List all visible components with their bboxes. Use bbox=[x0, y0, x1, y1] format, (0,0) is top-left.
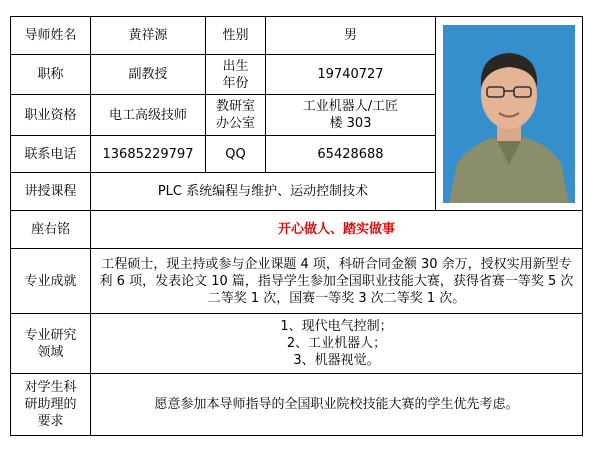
birth-label: 出生年份 bbox=[206, 55, 266, 95]
research-value bbox=[91, 314, 583, 374]
name-value: 黄祥源 bbox=[91, 17, 206, 55]
row-requirements bbox=[11, 374, 583, 436]
courses-value: PLC 系统编程与维护、运动控制技术 bbox=[91, 173, 436, 211]
phone-label: 联系电话 bbox=[11, 136, 91, 173]
photo-cell bbox=[436, 17, 583, 211]
mentor-profile-table bbox=[10, 16, 583, 436]
qq-value: 65428688 bbox=[266, 136, 436, 173]
gender-label: 性别 bbox=[206, 17, 266, 55]
research-item: 3、机器视觉。 bbox=[293, 353, 380, 368]
title-label: 职称 bbox=[11, 55, 91, 95]
row-research bbox=[11, 314, 583, 374]
research-item: 1、现代电气控制； bbox=[280, 319, 393, 334]
requirements-label: 对学生科研助理的要求 bbox=[11, 374, 91, 436]
title-value: 副教授 bbox=[91, 55, 206, 95]
qualification-value: 电工高级技师 bbox=[91, 95, 206, 136]
research-label: 专业研究领域 bbox=[11, 314, 91, 374]
phone-value: 13685229797 bbox=[91, 136, 206, 173]
name-label: 导师姓名 bbox=[11, 17, 91, 55]
achievements-label: 专业成就 bbox=[11, 249, 91, 314]
row-name bbox=[11, 17, 583, 55]
motto-label: 座右铭 bbox=[11, 211, 91, 249]
qualification-label: 职业资格 bbox=[11, 95, 91, 136]
motto-value: 开心做人、踏实做事 bbox=[91, 211, 583, 249]
gender-value: 男 bbox=[266, 17, 436, 55]
office-value: 工业机器人/工匠楼 303 bbox=[266, 95, 436, 136]
courses-label: 讲授课程 bbox=[11, 173, 91, 211]
requirements-value: 愿意参加本导师指导的全国职业院校技能大赛的学生优先考虑。 bbox=[91, 374, 583, 436]
row-achievements bbox=[11, 249, 583, 314]
achievements-value: 工程硕士，现主持或参与企业课题 4 项，科研合同金额 30 余万，授权实用新型专利 6 项，发表论文 10 篇，指导学生参加全国职业技能大赛，获得省赛一等奖 5 次二等奖 1 次，国赛一等奖 3 次二等奖 1 次。 bbox=[91, 249, 583, 314]
portrait-photo bbox=[443, 25, 575, 203]
office-label: 教研室办公室 bbox=[206, 95, 266, 136]
birth-value: 19740727 bbox=[266, 55, 436, 95]
qq-label: QQ bbox=[206, 136, 266, 173]
row-motto bbox=[11, 211, 583, 249]
research-item: 2、工业机器人； bbox=[286, 336, 387, 351]
